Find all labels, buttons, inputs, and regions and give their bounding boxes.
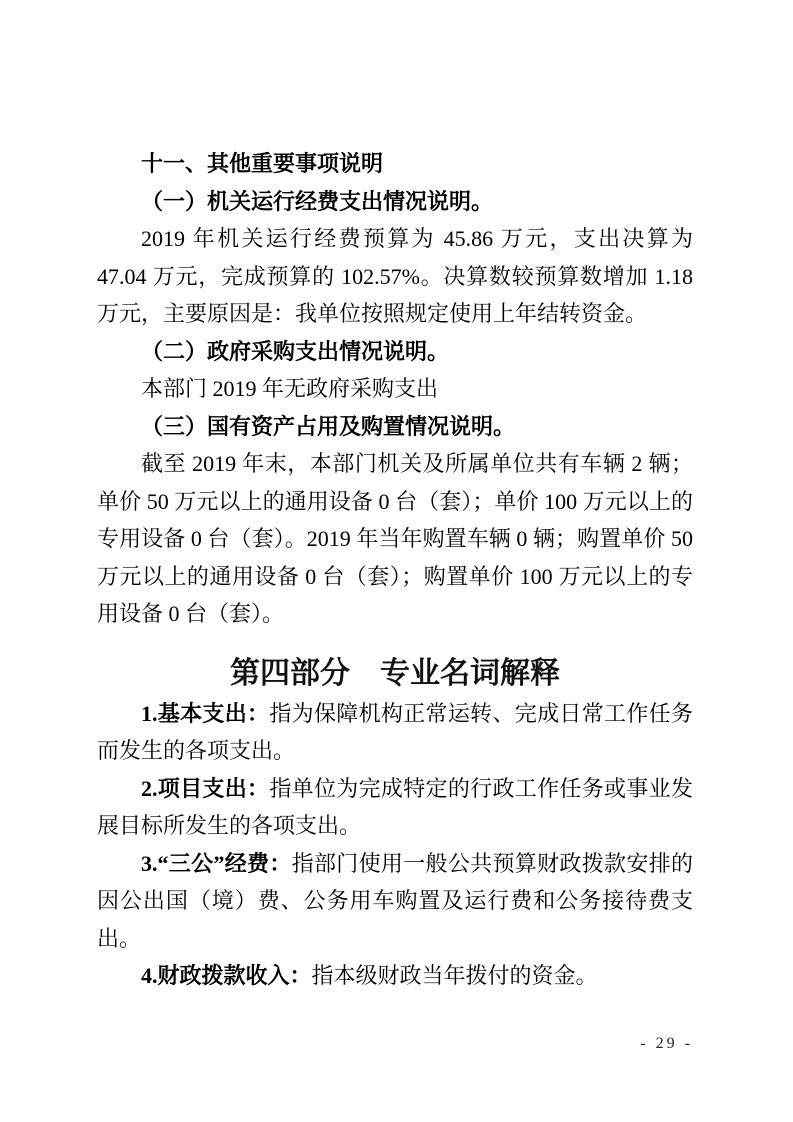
page-number: - 29 - [640, 1035, 693, 1052]
term-definition-project-expenditure [97, 770, 693, 845]
subsection-3-heading: （三）国有资产占用及购置情况说明。 [141, 413, 516, 439]
subsection-1-paragraph: 2019 年机关运行经费预算为 45.86 万元，支出决算为 47.04 万元，完成预算的 102.57%。决算数较预算数增加 1.18 万元，主要原因是：我单位按照规定使用上年结转资金。 [97, 226, 693, 326]
term-text: 指单位为完成特定的行政工作任务或事业发展目标所发生的各项支出。 [97, 775, 693, 838]
term-label: 2.项目支出： [141, 775, 270, 801]
term-text: 指部门使用一般公共预算财政拨款安排的因公出国（境）费、公务用车购置及运行费和公务接待费支出。 [97, 850, 693, 951]
document-body [97, 145, 693, 995]
term-definition-basic-expenditure [97, 695, 693, 770]
term-text: 指为保障机构正常运转、完成日常工作任务而发生的各项支出。 [97, 700, 693, 763]
subsection-3-paragraph: 截至 2019 年末，本部门机关及所属单位共有车辆 2 辆；单价 50 万元以上的通用设备 0 台（套）；单价 100 万元以上的专用设备 0 台（套）。2019 年当年购置车辆 0 辆；购置单价 50 万元以上的通用设备 0 台（套）；购置单价 100 万元以上的专用设备 0 台（套）。 [97, 451, 693, 626]
term-label: 4.财政拨款收入： [141, 963, 312, 988]
term-definition-fiscal-appropriation-income [97, 957, 693, 995]
subsection-1-heading: （一）机关运行经费支出情况说明。 [141, 188, 494, 214]
term-label: 1.基本支出： [141, 700, 270, 726]
term-text: 指本级财政当年拨付的资金。 [311, 963, 598, 988]
term-definition-three-public-funds [97, 845, 693, 958]
part-4-title: 第四部分 专业名词解释 [230, 656, 560, 690]
subsection-2-heading: （二）政府采购支出情况说明。 [141, 338, 450, 364]
section-11-heading: 十一、其他重要事项说明 [141, 151, 384, 176]
term-label: 3.“三公”经费： [141, 850, 292, 876]
subsection-2-paragraph: 本部门 2019 年无政府采购支出 [141, 376, 439, 401]
